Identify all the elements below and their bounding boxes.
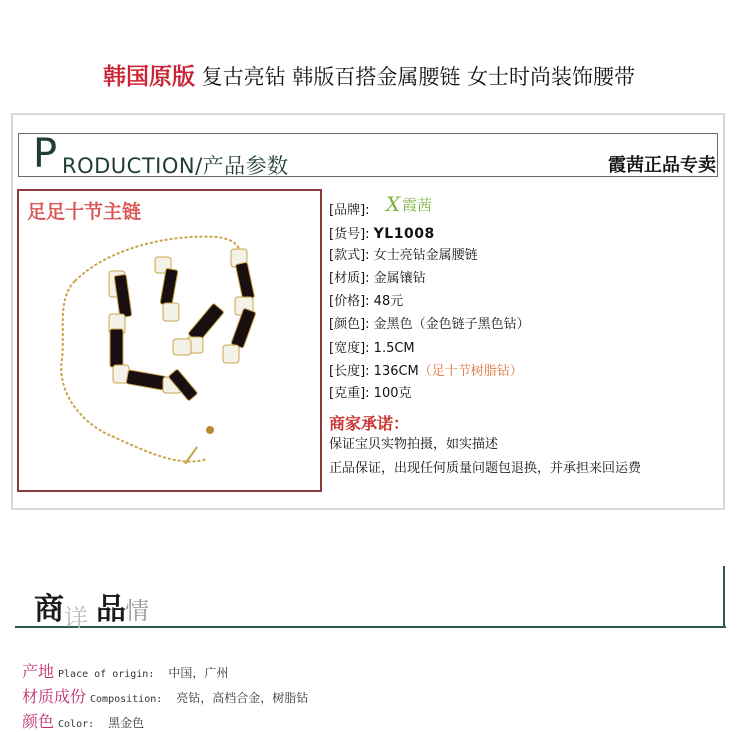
details-title-ghost: 详 [64,604,88,632]
merchant-promise-line: 正品保证，出现任何质量问题包退换，并承担来回运费 [329,461,642,476]
spec-key: [货号]: [329,227,370,242]
details-title-char: 商 [34,592,63,627]
attr-en-label: Composition: [90,694,163,705]
title-highlight: 韩国原版 [102,64,195,90]
belt-links-right [223,249,256,363]
store-name: 霞茜正品专卖 [608,155,716,176]
spec-key: [价格]: [329,294,370,309]
spec-key: [克重]: [329,386,370,401]
production-big-letter: P [33,131,58,177]
spec-value: 100克 [373,386,412,401]
spec-price [329,294,403,310]
spec-key: [款式]: [329,248,370,263]
svg-text:X: X [386,192,401,216]
spec-code [329,226,435,243]
spec-width [329,341,415,357]
merchant-promise-line: 保证宝贝实物拍摄，如实描述 [329,437,499,452]
belt-chain-image [17,189,322,492]
attr-origin [22,659,228,682]
spec-weight [329,386,412,402]
spec-color [329,317,530,333]
merchant-promise-title: 商家承诺： [329,414,410,433]
belt-links-middle [155,257,224,355]
details-title [96,584,148,628]
spec-key: [长度]: [329,364,370,379]
spec-style [329,248,478,264]
brand-logo-icon [384,191,444,217]
spec-note: （足十节树脂钻） [418,364,523,379]
spec-key: [宽度]: [329,341,370,356]
spec-value: 女士亮钻金属腰链 [373,248,478,263]
attr-value: 中国，广州 [168,666,229,680]
spec-key: [颜色]: [329,317,370,332]
attr-en-label: Place of origin: [58,669,155,680]
belt-links-left [109,271,198,401]
spec-value: 48元 [373,294,404,309]
spec-value: 1.5CM [373,341,415,356]
production-heading: RODUCTION/产品参数 [62,154,289,178]
spec-key: [品牌]: [329,203,370,218]
attr-zh-label: 颜色 [22,712,55,731]
attr-zh-label: 材质成份 [22,687,87,706]
svg-text:霞茜: 霞茜 [402,196,433,214]
photo-caption: 足足十节主链 [27,201,142,223]
spec-value: 金属镶钻 [373,271,426,286]
spec-value: 金黑色（金色链子黑色钻） [373,317,530,332]
spec-length [329,364,523,380]
spec-material [329,271,426,287]
attr-value: 亮钻，高档合金，树脂钻 [176,691,309,705]
spec-value: 136CM [373,364,419,379]
spec-key: [材质]: [329,271,370,286]
attr-zh-label: 产地 [22,662,55,681]
attr-en-label: Color: [58,719,95,730]
page-title [0,58,738,91]
details-title-char: 品 [96,592,125,627]
attr-composition [22,684,308,707]
spec-brand [329,203,370,219]
spec-value: YL1008 [373,226,435,242]
title-rest: 复古亮钻 韩版百搭金属腰链 女士时尚装饰腰带 [201,65,636,89]
attr-value: 黑金色 [108,716,145,730]
details-divider-vertical [723,566,725,627]
details-title-char: 情 [125,597,148,625]
